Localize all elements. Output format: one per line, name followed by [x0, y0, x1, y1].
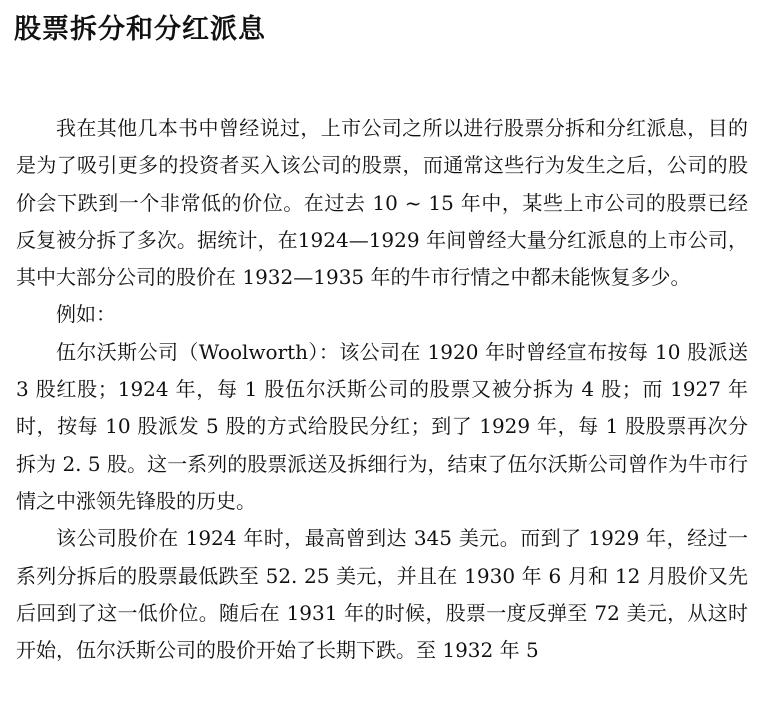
paragraph-intro: 我在其他几本书中曾经说过，上市公司之所以进行股票分拆和分红派息，目的是为了吸引更多的投资者买入该公司的股票，而通常这些行为发生之后，公司的股价会下跌到一个非常低的价位。在过去 10 ~ 15 年中，某些上市公司的股票已经反复被分拆了多次。据统计，在1924—1929 年间曾经大量分红派息的上市公司，其中大部分公司的股价在 1932—1935 年的牛市行情之中都未能恢复多少。 [16, 116, 748, 290]
paragraph-example-label: 例如： [56, 302, 116, 327]
body-text [16, 110, 748, 669]
section-heading: 股票拆分和分红派息 [14, 14, 266, 45]
paragraph-price-history: 该公司股价在 1924 年时，最高曾到达 345 美元。而到了 1929 年，经过一系列分拆后的股票最低跌至 52. 25 美元，并且在 1930 年 6 月和 12 月股价又先后回到了这一低价位。随后在 1931 年的时候，股票一度反弹至 72 美元，从这时开始，伍尔沃斯公司的股价开始了长期下跌。至 1932 年 5 [16, 526, 748, 663]
paragraph-woolworth: 伍尔沃斯公司（Woolworth）：该公司在 1920 年时曾经宣布按每 10 股派送 3 股红股；1924 年，每 1 股伍尔沃斯公司的股票又被分拆为 4 股；而 1927 年时，按每 10 股派发 5 股的方式给股民分红；到了 1929 年，每 1 股股票再次分拆为 2. 5 股。这一系列的股票派送及拆细行为，结束了伍尔沃斯公司曾作为牛市行情之中涨领先锋股的历史。 [16, 339, 748, 513]
